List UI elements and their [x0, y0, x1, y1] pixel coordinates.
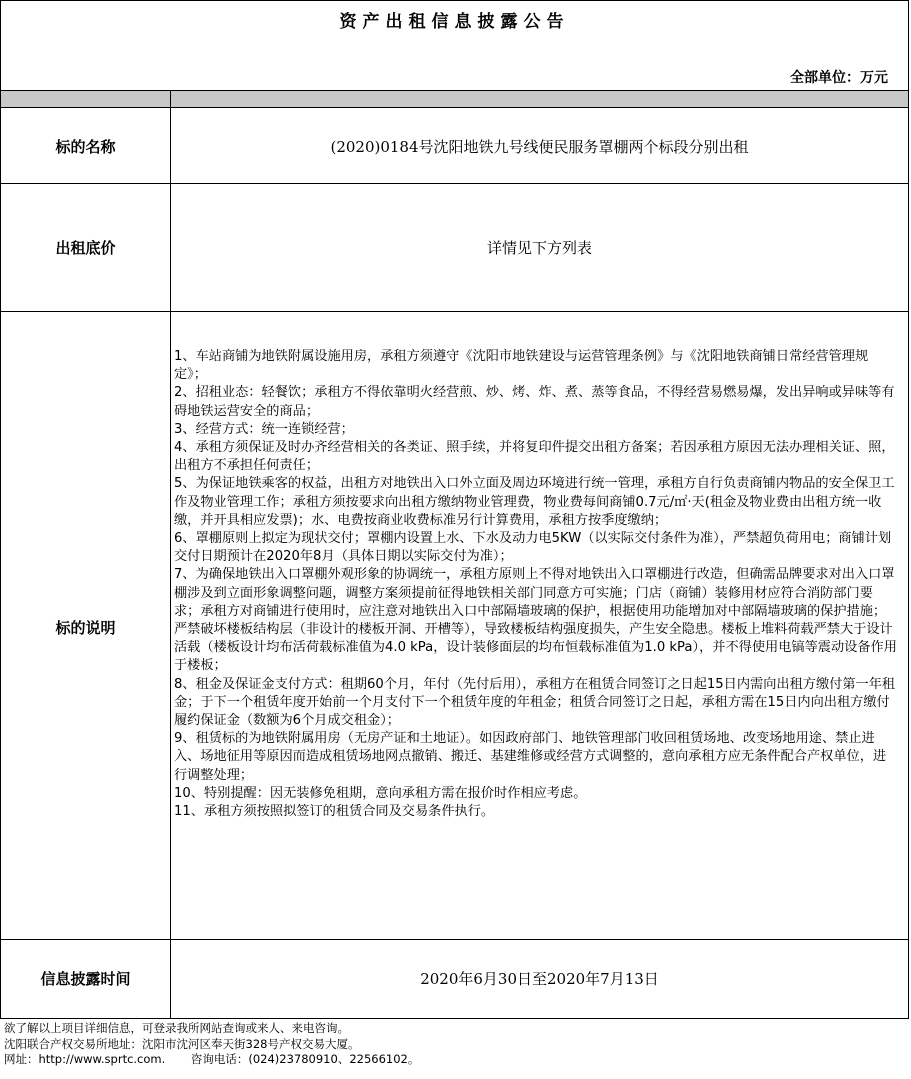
footer-info	[4, 1021, 419, 1068]
footer-consult-line: 欲了解以上项目详细信息，可登录我所网站查询或来人、来电咨询。	[4, 1021, 349, 1035]
divider	[1, 311, 908, 312]
description-item-3: 3、经营方式：统一连锁经营；	[174, 421, 354, 437]
page-title: 资产出租信息披露公告	[339, 12, 570, 32]
column-divider	[170, 90, 171, 1019]
description-item-11: 11、承租方须按照拟签订的租赁合同及交易条件执行。	[174, 804, 495, 820]
description-item-8: 8、租金及保证金支付方式：租期60个月，年付（先付后用），承租方在租赁合同签订之日起15日内需向出租方缴付第一年租金；于下一个租赁年度开始前一个月支付下一个租赁年度的年租金；租赁合同签订之日起，承租方需在15日内向出租方缴付履约保证金（数额为6个月成交租金）；	[174, 676, 896, 729]
description-item-2: 2、招租业态：轻餐饮；承租方不得依靠明火经营煎、炒、烤、炸、煮、蒸等食品，不得经营易燃易爆，发出异响或异味等有碍地铁运营安全的商品；	[174, 385, 895, 419]
unit-label: 全部单位：万元	[790, 70, 888, 86]
divider	[1, 939, 908, 940]
divider	[1, 183, 908, 184]
header-band	[1, 91, 908, 107]
description-item-6: 6、罩棚原则上拟定为现状交付；罩棚内设置上水、下水及动力电5KW（以实际交付条件为准），严禁超负荷用电；商铺计划交付日期预计在2020年8月（具体日期以实际交付为准）；	[174, 531, 892, 565]
description-item-10: 10、特别提醒：因无装修免租期，意向承租方需在报价时作相应考虑。	[174, 785, 587, 801]
row-label-price: 出租底价	[55, 239, 116, 257]
disclosure-period-value: 2020年6月30日至2020年7月13日	[420, 970, 659, 988]
reserve-price-value: 详情见下方列表	[486, 239, 592, 257]
footer-contact-line: 网址：http://www.sprtc.com. 咨询电话：(024)23780910、22566102。	[4, 1052, 420, 1066]
description-item-5: 5、为保证地铁乘客的权益，出租方对地铁出入口外立面及周边环境进行统一管理，承租方自行负责商铺内物品的安全保卫工作及物业管理工作；承租方须按要求向出租方缴纳物业管理费，物业费每间商铺0.7元/㎡·天(租金及物业费由出租方统一收缴，并开具相应发票)；水、电费按商业收费标准另行计算费用，承租方按季度缴纳；	[174, 476, 895, 528]
description-item-9: 9、租赁标的为地铁附属用房（无房产证和土地证）。如因政府部门、地铁管理部门收回租赁场地、改变场地用途、禁止进入、场地征用等原因而造成租赁场地网点撤销、搬迁、基建维修或经营方式调整的，意向承租方应无条件配合产权单位，进行调整处理；	[174, 731, 887, 783]
description-text	[174, 348, 898, 821]
description-item-1: 1、车站商铺为地铁附属设施用房，承租方须遵守《沈阳市地铁建设与运营管理条例》与《沈阳地铁商铺日常经营管理规定》；	[174, 349, 869, 383]
row-label-disclosure: 信息披露时间	[40, 970, 131, 988]
project-name-value: (2020)0184号沈阳地铁九号线便民服务罩棚两个标段分别出租	[330, 138, 749, 156]
divider	[1, 107, 908, 108]
row-label-description: 标的说明	[55, 619, 116, 637]
description-item-7: 7、为确保地铁出入口罩棚外观形象的协调统一，承租方原则上不得对地铁出入口罩棚进行改造，但确需品牌要求对出入口罩棚涉及到立面形象调整问题，调整方案须提前征得地铁相关部门同意方可实施；门店（商铺）装修用材应符合消防部门要求；承租方对商铺进行使用时，应注意对地铁出入口中部隔墙玻璃的保护，根据使用功能增加对中部隔墙玻璃的保护措施；严禁破坏楼板结构层（非设计的楼板开洞、开槽等），导致楼板结构强度损失，产生安全隐患。楼板上堆料荷载严禁大于设计活载（楼板设计均布活荷载标准值为4.0 kPa，设计装修面层的均布恒载标准值为1.0 kPa），并不得使用电镐等震动设备作用于楼板；	[174, 567, 897, 674]
description-item-4: 4、承租方须保证及时办齐经营相关的各类证、照手续，并将复印件提交出租方备案；若因承租方原因无法办理相关证、照，出租方不承担任何责任；	[174, 440, 895, 474]
row-label-name: 标的名称	[55, 138, 116, 156]
footer-address-line: 沈阳联合产权交易所地址：沈阳市沈河区奉天街328号产权交易大厦。	[4, 1036, 360, 1051]
